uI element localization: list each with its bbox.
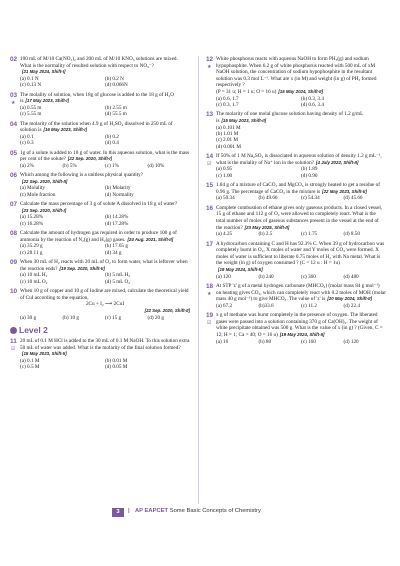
options — [20, 185, 190, 198]
option-c: (c) 360 — [301, 273, 316, 280]
question-number: 04 — [10, 120, 18, 128]
question-number: 11 — [10, 337, 17, 345]
option-b: (b) 240 — [258, 273, 274, 280]
exam-tag: [16 May 2023, Shift-I] — [43, 127, 87, 133]
options — [20, 315, 190, 321]
options — [216, 166, 386, 179]
question-number: 05 — [10, 149, 18, 157]
options — [20, 243, 190, 256]
exam-tag: [23 May 2025, Shift-II] — [244, 224, 290, 230]
options — [216, 339, 386, 345]
question-text: White phosphorus reacts with aqueous NaOH to form PH₃(g) and sodium hypophosphite. When 6.2 g of white phosphorus reacted with 500 mL of xM NaOH solution, the concentration of sodium hypophosphite in the resultant solution was 0.3 mol L⁻¹. What are x (in M) and weight (in g) of PH₃ formed respectively ? — [216, 56, 377, 89]
question-number: 14 — [206, 153, 214, 161]
option-a: (a) 0.1 — [20, 133, 34, 140]
question-number: 02 — [10, 56, 18, 63]
option-a: (a) 67.2 — [216, 302, 233, 309]
question-08 — [10, 230, 190, 256]
option-b: (b) 49.66 — [258, 195, 278, 202]
option-c: (c) 0.3, 1.7 — [216, 101, 239, 108]
question-text: The molarity of the solution when 4.9 g of H₂SO₄ dissolved in 250 mL of solution is — [20, 120, 173, 134]
option-d: (d) 0.6, 3.4 — [301, 101, 324, 108]
question-text: Complete combustion of ethane gives only gaseous products. In a closed vessel, 15 g of ethane and 112 g of O₂ were allowed to completely react. What is the total number of moles of gaseous substances present in the vessel at the end of the reaction? — [216, 204, 383, 231]
option-c: (c) 54.34 — [301, 195, 320, 202]
question-text: The molarity of one molal glucose solution having density of 1.2 g/mL is — [216, 111, 364, 124]
question-18 — [206, 283, 386, 309]
option-c: (c) 16.28% — [20, 220, 44, 227]
option-d: (d) 0.90 — [301, 172, 318, 179]
question-text: A hydrocarbon containing C and H has 92.3% C. When 39 g of hydrocarbon was completely burnt in O₂, X moles of water and Y moles of CO₂ were formed. X moles of water is sufficient to liberate 0.75 moles of H₂ with Na metal. What is the weight (in g) of oxygen consumed ? (C = 12 u : H = 1u) — [216, 240, 385, 267]
question-text: When 10 g of copper and 10 g of Iodine are mixed, calculate the theoretical yield of CuI according to the equation, — [20, 288, 189, 301]
exam-tag: [22 Sep. 2020, Shift-II] — [22, 178, 68, 184]
question-07 — [10, 201, 190, 227]
question-04 — [10, 121, 190, 147]
options — [216, 274, 386, 280]
footer-brand: AP EAPCET — [135, 508, 169, 514]
option-a: (a) 16 — [216, 338, 229, 345]
options — [20, 76, 190, 89]
option-d: (d) 8.50 — [343, 231, 360, 238]
star-icon: ★ — [207, 65, 212, 70]
option-d: (d) 0.05 M — [105, 364, 128, 371]
options — [216, 125, 386, 151]
option-b: (b) 2.55 m — [105, 104, 127, 111]
option-a: (a) 10 mL H₂ — [20, 272, 48, 279]
footer-chapter: Some Basic Concepts of Chemistry — [169, 508, 261, 514]
option-d: (d) 0.001 M — [216, 143, 241, 150]
exam-tag: [15 May 2023, Shift-II] — [221, 117, 267, 123]
option-c: (c) 1.75 — [301, 231, 318, 238]
option-a: (a) 120 — [216, 273, 231, 280]
question-text: Calculate the amount of hydrogen gas required in order to produce 100 g of ammonia by the reaction of N₂(g) and H₂(g) gases. — [20, 230, 177, 243]
question-02 — [10, 56, 190, 89]
question-16 — [206, 205, 386, 238]
right-column — [206, 56, 386, 348]
exam-tag: [20 May 2024, Shift-II] — [327, 296, 372, 302]
option-b: (b) 80 — [258, 338, 272, 345]
question-05 — [10, 150, 190, 170]
option-b: (b) 1.89 — [301, 166, 318, 173]
reaction-equation: 2Cu + I₂ ⟶ 2CuI — [85, 301, 125, 308]
exam-tag: [15 May 2024, Shift-II] — [278, 88, 323, 94]
question-13 — [206, 111, 386, 150]
question-03 — [10, 92, 190, 118]
question-number: 17 — [206, 240, 214, 248]
question-15 — [206, 182, 386, 202]
option-d: (d) 34 g — [105, 249, 122, 256]
left-column — [10, 56, 190, 374]
options — [20, 163, 190, 169]
option-b: (b) 5% — [62, 162, 77, 169]
exam-tag: [19 May 2024, Shift-II] — [279, 331, 325, 337]
option-a: (a) 15.28% — [20, 214, 44, 221]
star-icon: ★ — [11, 100, 16, 106]
exam-tag: [22 May 2023, Shift-II] — [322, 188, 367, 194]
question-text: If 50% of 1 M Na₂SO₄ is dissociated in aqueous solution of density 1.2 g mL⁻¹, what is the molality of Na⁺ ion in the solution? — [216, 153, 382, 166]
option-b: (b) Molarity — [105, 185, 131, 192]
question-text: 1.84 g of a mixture of CaCO₃ and MgCO₃ is strongly heated to get a residue of 0.96 g. The percentage of CaCO₃ in the mixture is — [216, 182, 380, 195]
options — [20, 272, 190, 285]
given-data: (P = 31 u; H = 1 u; O = 16 u) — [216, 88, 277, 95]
option-b: (b) 14.28% — [105, 214, 129, 221]
options — [216, 96, 386, 109]
option-c: (c) 1.00 — [216, 172, 233, 179]
exam-tag: [17 May 2023, Shift-I] — [25, 98, 69, 104]
option-a: (a) 0.1 M — [20, 357, 40, 364]
options — [20, 134, 190, 147]
question-text: 20 mL of 0.1 M HCl is added to the 30 mL of 0.1 M NaOH. To this solution extra 50 mL of water was added. What is the molarity of the final solution formed? — [20, 337, 190, 351]
options — [216, 303, 386, 309]
option-d: (d) 55.5 m — [105, 111, 127, 118]
options — [20, 358, 190, 371]
option-d: (d) 10% — [147, 162, 165, 169]
question-text: x g of methane was burnt completely in the presence of oxygen. The liberated gases were passed into a solution containing 370 g of Ca(OH)₂. The weight of white precipitate obtained was 500 g. What is the value of x (in g) ? (Given, C = 12; H = 1; Ca = 40; O = 16 u) — [216, 312, 383, 338]
question-09 — [10, 259, 190, 285]
option-a: (a) 35.29 g — [20, 243, 43, 250]
question-text: 100 mL of M/10 Ca(NO₃)₂ and 200 mL of M/10 KNO₃ solutions are mixed. What is the normality of resulted solution with respect to NO₃⁻? — [20, 56, 178, 69]
exam-tag: [19 Sep. 2020, Shift-II] — [59, 265, 105, 271]
question-text: Calculate the mass percentage of 3 g of solute A dissolved in 18 g of water? — [20, 201, 178, 208]
question-10 — [10, 288, 190, 321]
option-b: (b) 5 mL H₂ — [105, 272, 131, 279]
question-text: The molality of solution, when 18g of glucose is added to the 18 g of H₂O is — [20, 91, 174, 105]
question-number: 18 — [206, 282, 214, 290]
option-a: (a) 2% — [20, 162, 34, 169]
option-a: (a) 0.6, 1.7 — [216, 95, 239, 102]
question-number: 06 — [10, 172, 18, 180]
option-b: (b) 0.2 — [105, 133, 119, 140]
option-d: (d) 17.28% — [105, 220, 129, 227]
level-bullet-icon — [10, 327, 17, 334]
page-footer — [0, 508, 400, 518]
question-number: 08 — [10, 230, 18, 238]
question-19 — [206, 312, 386, 345]
option-c: (c) 5.55 m — [20, 111, 42, 118]
option-b: (b) 17.65 g — [105, 243, 128, 250]
option-b: (b) 10 g — [62, 314, 79, 321]
checklist-icon: ☑ — [207, 162, 212, 168]
option-c: (c) 11.2 — [301, 302, 317, 309]
option-a: (a) 0.55 m — [20, 104, 42, 111]
option-c: (c) 160 — [301, 338, 316, 345]
question-12 — [206, 56, 386, 108]
options — [20, 214, 190, 227]
option-c: (c) 15 g — [105, 314, 122, 321]
option-d: (d) Normality — [105, 191, 134, 198]
option-c: (c) 10 mL O₂ — [20, 278, 48, 285]
option-d: (d) 120 — [343, 338, 359, 345]
question-number: 15 — [206, 182, 214, 190]
option-a: (a) 0.1 N — [20, 75, 39, 82]
question-06 — [10, 172, 190, 198]
option-b: (b) 0.3, 3.4 — [301, 95, 324, 102]
option-d: (d) 480 — [343, 273, 359, 280]
option-b: (b)33.6 — [258, 302, 274, 309]
exam-tag: [21 May 2024, Shift-I] — [22, 69, 66, 75]
option-c: (c) 0.3 — [20, 140, 34, 147]
star-icon: ★ — [207, 291, 212, 297]
checklist-icon: ☑ — [207, 321, 212, 327]
exam-tag: [19 May 2024, Shift-II] — [218, 266, 263, 272]
question-number: 12 — [206, 56, 214, 63]
option-d: (d) 45.66 — [343, 195, 363, 202]
option-c: (c) 0.13 N — [20, 82, 42, 89]
option-a: (a) Molality — [20, 185, 45, 192]
options — [20, 105, 190, 118]
option-a: (a) 0.101 M — [216, 124, 241, 131]
option-b: (b) 2.5 — [258, 231, 273, 238]
question-number: 16 — [206, 204, 214, 212]
question-text: At STP 'z' g of a metal hydrogen carbonate (MHCO₃) (molar mass 84 g mol⁻¹) on heating gives CO₂, which can completely react with 0.2 moles of MOH (molar mass 40 g mol⁻¹) to give MHCO₃. The value of 'z' is — [216, 282, 386, 303]
question-number: 07 — [10, 201, 18, 209]
option-c: (c) 2.01 M — [216, 137, 239, 144]
exam-tag: [22 Sep. 2020, Shift-II] — [144, 307, 190, 313]
option-c: (c) 28.11 g — [20, 249, 43, 256]
option-a: (a) 4.25 — [216, 231, 233, 238]
question-number: 03 — [10, 91, 18, 99]
option-c: (c) Mole fraction — [20, 191, 56, 198]
option-a: (a) 0.95 — [216, 166, 233, 173]
question-text: When 30 mL of H₂ reacts with 20 mL of O₂ to form water, what is leftover when the reaction ends? — [20, 259, 188, 272]
question-17 — [206, 241, 386, 280]
page-number: 3 — [112, 508, 124, 517]
exam-tag: [15 May 2023, Shift-II] — [22, 351, 67, 357]
options — [216, 231, 386, 237]
exam-tag: [24 Aug. 2021, Shift-II] — [127, 236, 174, 242]
footer-title — [135, 508, 261, 514]
option-a: (a) 30 g — [20, 314, 37, 321]
question-text: Which among the following is a unitless physical quantity? — [20, 172, 144, 179]
exam-tag: [4 July 2022, Shift-II] — [315, 159, 359, 165]
question-number: 13 — [206, 111, 214, 119]
question-text: 1g of a solute is added to 18 g of water. In this aqueous solution, what is the mass per cent of the solute? — [20, 149, 190, 163]
column-divider — [198, 56, 199, 504]
question-number: 19 — [206, 312, 214, 320]
question-number: 09 — [10, 259, 18, 267]
footer-separator: | — [128, 508, 130, 514]
option-d: (d) 20 g — [147, 314, 164, 321]
level-title: Level 2 — [19, 324, 48, 335]
option-c: (c) 0.5 M — [20, 364, 40, 371]
options — [216, 195, 386, 201]
option-d: (d) 22.4 — [343, 302, 360, 309]
exam-tag: [22 Sep. 2020, Shift-I] — [67, 156, 112, 162]
option-d: (d) 0.4 — [105, 140, 119, 147]
option-d: (d) 5 mL O₂ — [105, 278, 131, 285]
option-b: (b) 1.01 M — [216, 130, 239, 137]
option-d: (d) 0.066N — [105, 82, 128, 89]
checklist-icon: ☑ — [11, 346, 16, 352]
option-c: (c) 1% — [105, 162, 119, 169]
exam-tag: [23 Sep. 2020, Shift-I] — [22, 207, 67, 213]
level-heading — [10, 325, 190, 335]
question-14 — [206, 153, 386, 179]
option-a: (a) 50.34 — [216, 195, 235, 202]
question-number: 10 — [10, 288, 18, 296]
option-b: (b) 0.01 M — [105, 357, 128, 364]
question-11 — [10, 338, 190, 371]
option-b: (b) 0.2 N — [105, 75, 124, 82]
